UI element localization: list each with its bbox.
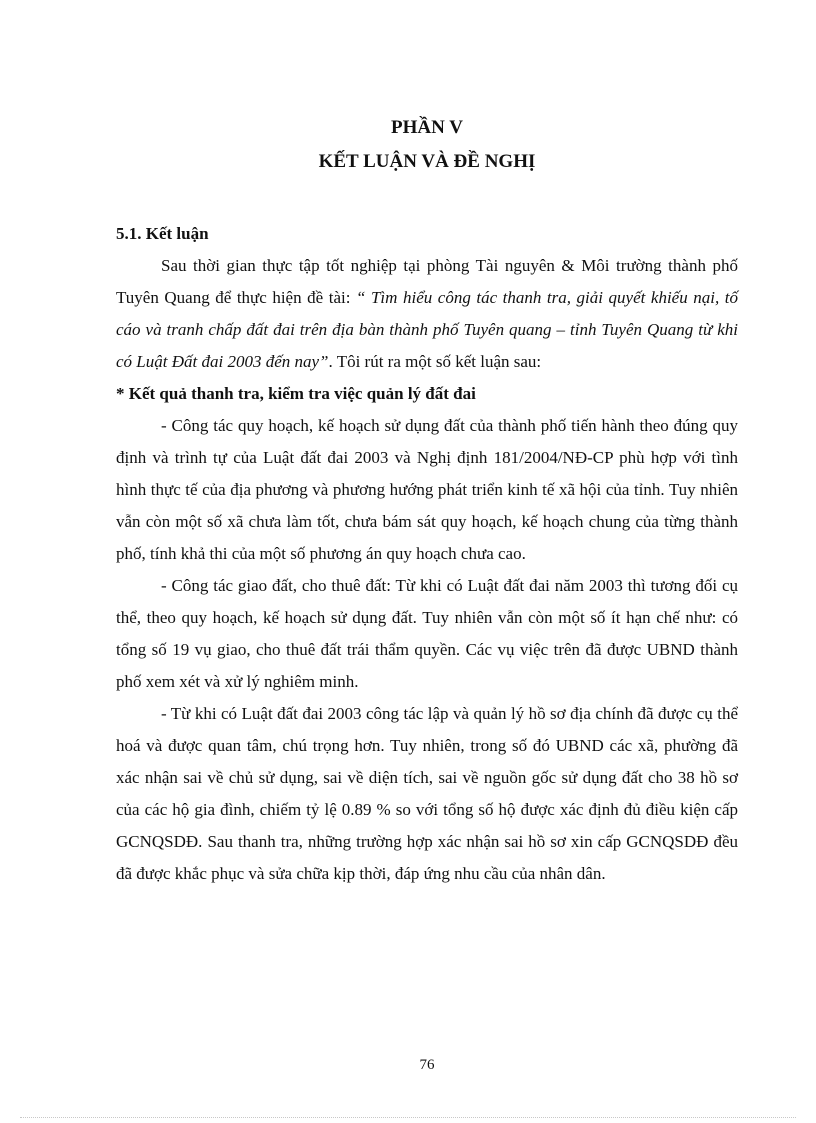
footer-dotted-rule	[20, 1117, 796, 1118]
intro-paragraph	[116, 250, 738, 378]
chapter-title: KẾT LUẬN VÀ ĐỀ NGHỊ	[318, 151, 536, 172]
part-title: PHẦN V	[391, 117, 463, 138]
section-heading: 5.1. Kết luận	[116, 224, 209, 243]
paragraph-cadastral-records: - Từ khi có Luật đất đai 2003 công tác lập và quản lý hồ sơ địa chính đã được cụ thể hoá và được quan tâm, chú trọng hơn. Tuy nhiên, trong số đó UBND các xã, phường đã xác nhận sai về chủ sử dụng, sai về diện tích, sai về nguồn gốc sử dụng đất cho 38 hồ sơ của các hộ gia đình, chiếm tỷ lệ 0.89 % so với tổng số hộ được xác định đủ điều kiện cấp GCNQSDĐ. Sau thanh tra, những trường hợp xác nhận sai hồ sơ xin cấp GCNQSDĐ đều đã được khắc phục và sửa chữa kịp thời, đáp ứng nhu cầu của nhân dân.	[116, 704, 738, 883]
paragraph-planning: - Công tác quy hoạch, kế hoạch sử dụng đất của thành phố tiến hành theo đúng quy định và trình tự của Luật đất đai 2003 và Nghị định 181/2004/NĐ-CP phù hợp với tình hình thực tế của địa phương và phương hướng phát triển kinh tế xã hội của tỉnh. Tuy nhiên vẫn còn một số xã chưa làm tốt, chưa bám sát quy hoạch, kế hoạch chung của từng thành phố, tính khả thi của một số phương án quy hoạch chưa cao.	[116, 416, 738, 563]
intro-text-before: Sau thời gian thực tập tốt nghiệp tại phòng Tài nguyên & Môi trường thành phố Tuyên Quang để thực hiện đề tài:	[116, 256, 738, 307]
subheading: * Kết quả thanh tra, kiểm tra việc quản lý đất đai	[116, 384, 476, 403]
page-number: 76	[419, 1057, 435, 1073]
paragraph-land-allocation: - Công tác giao đất, cho thuê đất: Từ khi có Luật đất đai năm 2003 thì tương đối cụ thể, theo quy hoạch, kế hoạch sử dụng đất. Tuy nhiên vẫn còn một số ít hạn chế như: có tổng số 19 vụ giao, cho thuê đất trái thẩm quyền. Các vụ việc trên đã được UBND thành phố xem xét và xử lý nghiêm minh.	[116, 576, 738, 691]
document-page	[116, 0, 738, 1123]
intro-text-after: . Tôi rút ra một số kết luận sau:	[328, 352, 542, 371]
document-body	[116, 218, 738, 890]
topic-title: “ Tìm hiểu công tác thanh tra, giải quyết khiếu nại, tố cáo và tranh chấp đất đai trên địa bàn thành phố Tuyên quang – tỉnh Tuyên Quang từ khi có Luật Đất đai 2003 đến nay”	[116, 288, 738, 371]
